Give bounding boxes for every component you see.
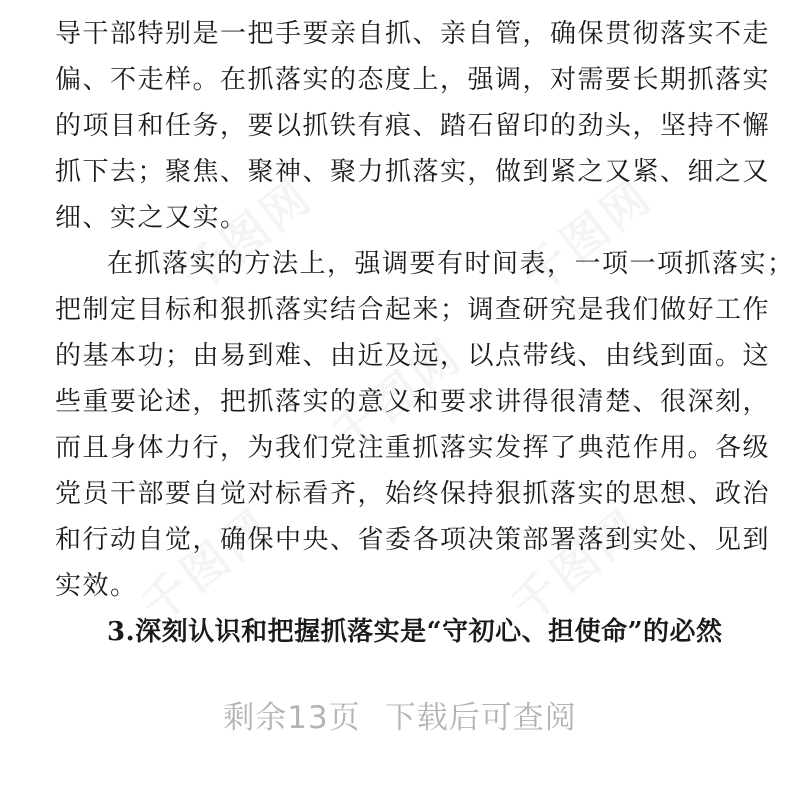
text-line: 细、实之又实。: [55, 203, 248, 233]
remaining-pages-notice[interactable]: [0, 692, 800, 737]
section-heading: 3.深刻认识和把握抓落实是“守初心、担使命”的必然: [107, 617, 723, 647]
text-line: 而且身体力行，为我们党注重抓落实发挥了典范作用。各级: [55, 433, 771, 463]
text-line: 的基本功；由易到难、由近及远，以点带线、由线到面。这: [55, 341, 771, 371]
text-line: 些重要论述，把抓落实的意义和要求讲得很清楚、很深刻，: [55, 387, 771, 417]
text-line: 的项目和任务，要以抓铁有痕、踏石留印的劲头，坚持不懈: [55, 111, 771, 141]
text-line: 和行动自觉，确保中央、省委各项决策部署落到实处、见到: [55, 525, 771, 555]
text-line: 导干部特别是一把手要亲自抓、亲自管，确保贯彻落实不走: [55, 19, 771, 49]
paragraph-first-line: 在抓落实的方法上，强调要有时间表，一项一项抓落实；: [107, 249, 795, 279]
text-line: 党员干部要自觉对标看齐，始终保持狠抓落实的思想、政治: [55, 479, 771, 509]
text-line: 实效。: [55, 571, 138, 601]
text-line: 把制定目标和狠抓落实结合起来；调查研究是我们做好工作: [55, 295, 771, 325]
download-prompt[interactable]: 下载后可查阅: [384, 700, 577, 736]
remaining-pages-count: 剩余13页: [223, 700, 361, 736]
text-line: 抓下去；聚焦、聚神、聚力抓落实，做到紧之又紧、细之又: [55, 157, 771, 187]
text-line: 偏、不走样。在抓落实的态度上，强调，对需要长期抓落实: [55, 65, 771, 95]
